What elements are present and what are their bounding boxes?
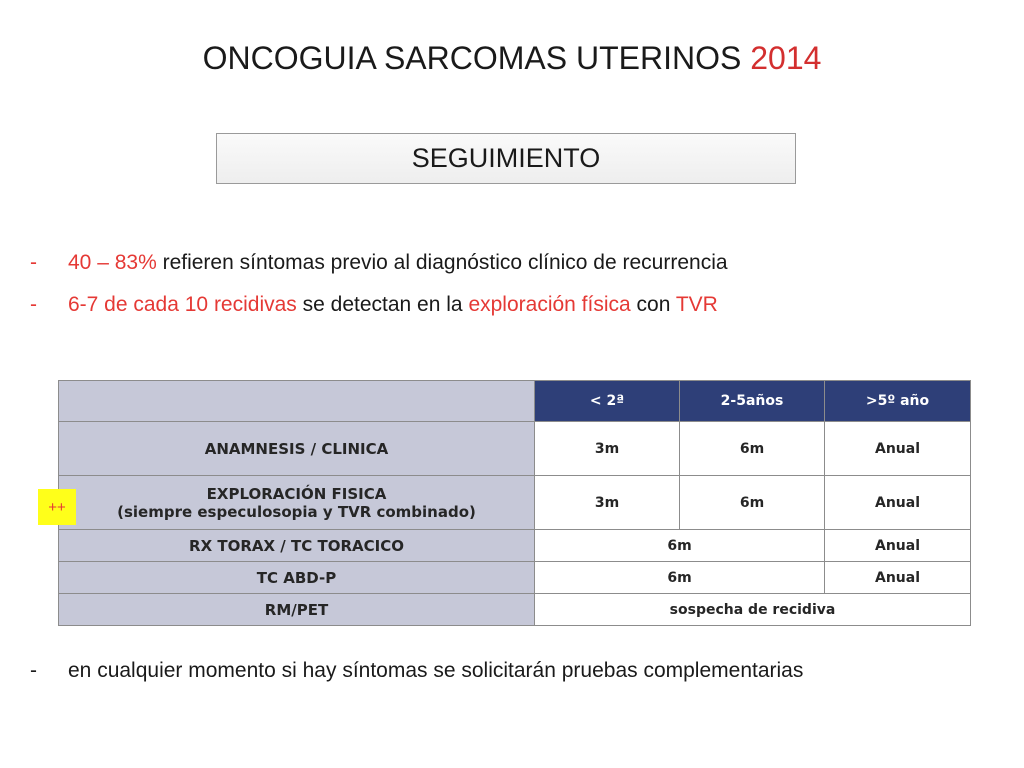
table-cell: Anual <box>825 476 971 530</box>
bullet-highlight-recidivas: 6-7 de cada 10 recidivas <box>68 293 297 316</box>
row-label-line: EXPLORACIÓN FISICA <box>206 484 387 503</box>
bullet-highlight-tvr: TVR <box>675 293 718 316</box>
table-header-row <box>59 381 971 422</box>
bullet-text: refieren síntomas previo al diagnóstico clínico de recurrencia <box>156 251 728 274</box>
table-cell: 3m <box>535 476 680 530</box>
table-cell: 3m <box>535 422 680 476</box>
row-label: RM/PET <box>59 594 535 626</box>
bullet-symptoms <box>30 251 728 275</box>
bullet-text: con <box>630 293 676 316</box>
row-label-line: (siempre especulosopia y TVR combinado) <box>117 502 476 521</box>
bullet-detection <box>30 293 718 317</box>
table-cell: 6m <box>535 530 825 562</box>
table-corner-cell <box>59 381 535 422</box>
follow-up-schedule-table <box>58 380 971 626</box>
bullet-dash: - <box>30 659 37 682</box>
table-cell: Anual <box>825 530 971 562</box>
table-row <box>59 422 971 476</box>
title-year: 2014 <box>750 40 822 76</box>
section-heading-box <box>216 133 796 184</box>
bullet-complementary-tests <box>30 659 803 683</box>
bullet-percent: 40 – 83% <box>68 251 157 274</box>
bullet-text: en cualquier momento si hay síntomas se solicitarán pruebas complementarias <box>68 659 804 682</box>
table-row <box>59 562 971 594</box>
table-row <box>59 594 971 626</box>
highlight-tag: ++ <box>38 489 76 525</box>
column-header: < 2ª <box>535 381 680 422</box>
row-label: ANAMNESIS / CLINICA <box>59 422 535 476</box>
row-label: RX TORAX / TC TORACICO <box>59 530 535 562</box>
table-cell: 6m <box>680 476 825 530</box>
table-row <box>59 530 971 562</box>
table-cell: 6m <box>535 562 825 594</box>
bullet-dash: - <box>30 293 37 316</box>
table-cell: sospecha de recidiva <box>535 594 971 626</box>
bullet-highlight-exploracion: exploración física <box>468 293 631 316</box>
table-cell: Anual <box>825 422 971 476</box>
table-row <box>59 476 971 530</box>
page-title: ONCOGUIA SARCOMAS UTERINOS 2014 <box>202 40 822 76</box>
column-header: >5º año <box>825 381 971 422</box>
row-label: TC ABD-P <box>59 562 535 594</box>
row-label <box>59 476 535 530</box>
bullet-dash: - <box>30 251 37 274</box>
table-cell: 6m <box>680 422 825 476</box>
bullet-text: se detectan en la <box>296 293 469 316</box>
section-heading: SEGUIMIENTO <box>411 143 601 173</box>
table-cell: Anual <box>825 562 971 594</box>
column-header: 2-5años <box>680 381 825 422</box>
